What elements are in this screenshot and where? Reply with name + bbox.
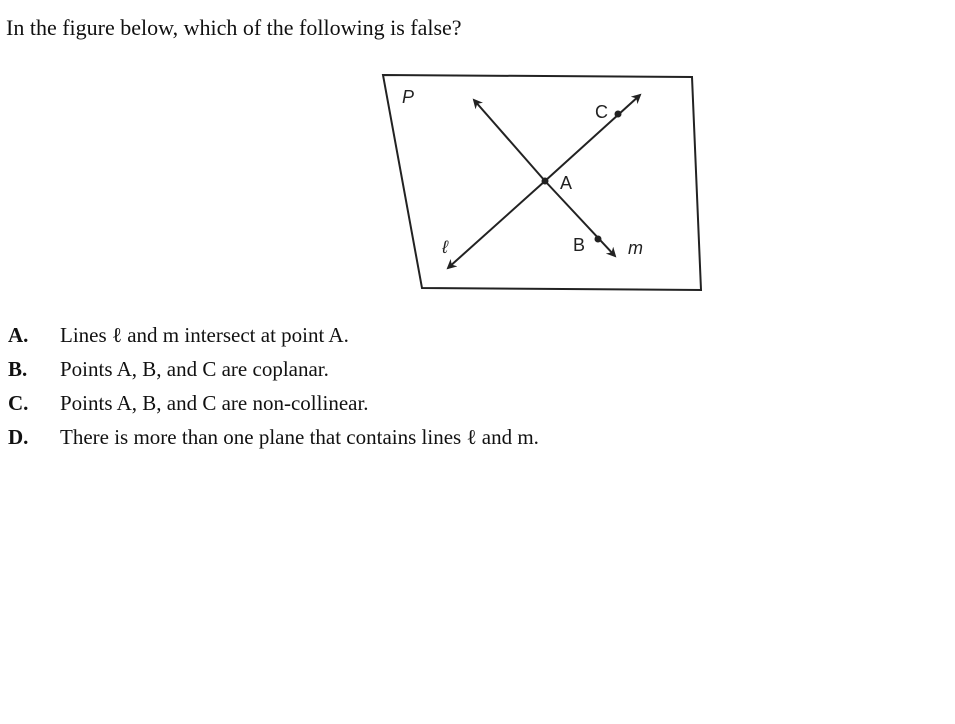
plane-figure [376,70,706,295]
choice-b[interactable] [8,352,539,386]
plane-label: P [402,87,415,107]
choice-letter: C. [8,391,29,415]
choice-c[interactable] [8,386,539,420]
choice-text: Points A, B, and C are non-collinear. [60,391,369,415]
choice-letter: D. [8,425,29,449]
point-a-dot [542,178,549,185]
point-b-label: B [573,235,586,255]
choice-letter: A. [8,323,29,347]
choice-letter: B. [8,357,28,381]
line-m-label: m [628,238,643,258]
line-l [448,181,545,268]
point-c-dot [615,111,622,118]
point-b-dot [595,236,602,243]
choice-a[interactable] [8,318,539,352]
line-m [474,100,545,181]
choice-text: There is more than one plane that contains lines ℓ and m. [60,425,539,449]
line-l-label: ℓ [442,237,448,257]
choice-text: Lines ℓ and m intersect at point A. [60,323,349,347]
line-l-upper [545,95,640,181]
answer-choices [8,318,539,454]
choice-text: Points A, B, and C are coplanar. [60,357,329,381]
choice-d[interactable] [8,420,539,454]
question-text: In the figure below, which of the following is false? [6,15,462,40]
point-c-label: C [595,102,608,122]
point-a-label: A [560,173,573,193]
